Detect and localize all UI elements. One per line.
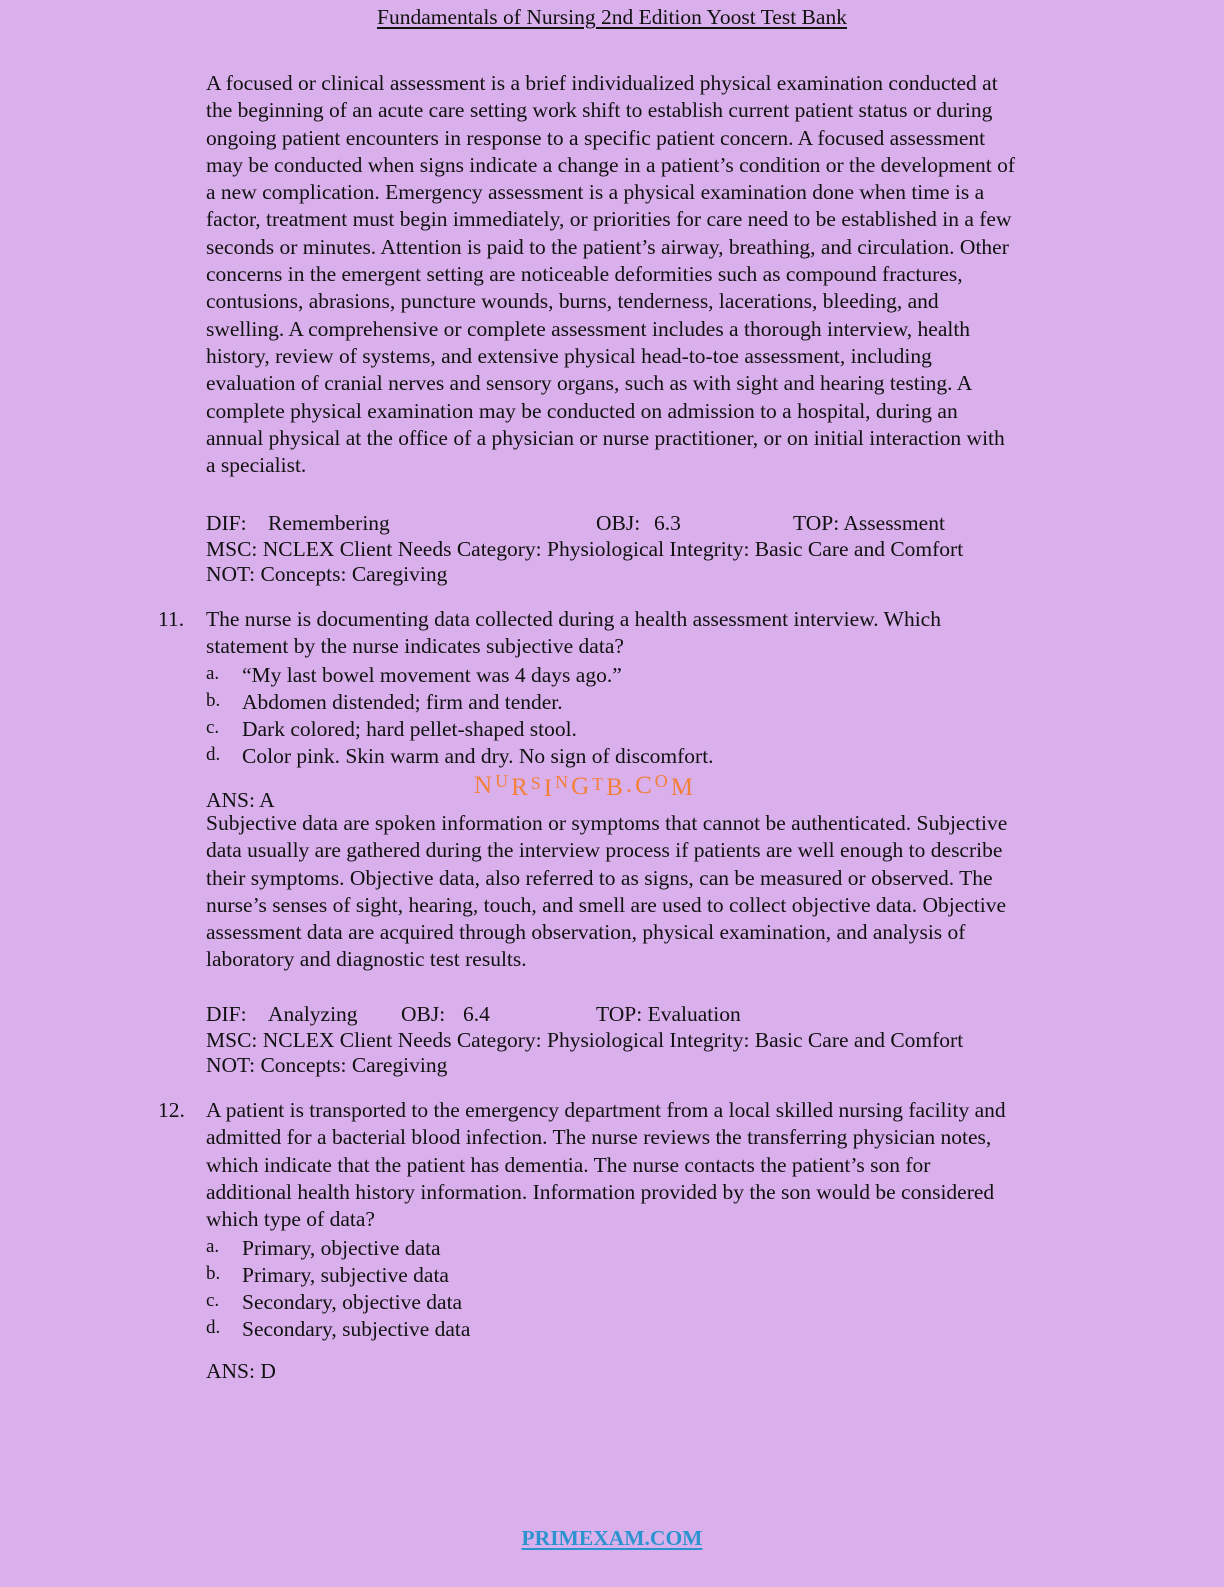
q11-stem bbox=[206, 606, 1114, 661]
q11-option-d bbox=[206, 743, 1106, 770]
dif-label: DIF: bbox=[206, 1002, 247, 1026]
option-letter: c. bbox=[206, 717, 220, 738]
q12-option-a bbox=[206, 1235, 1106, 1262]
watermark-letter: U bbox=[495, 771, 510, 791]
q11-option-c bbox=[206, 716, 1106, 743]
option-text: Abdomen distended; firm and tender. bbox=[242, 690, 563, 714]
rationale-line: ongoing patient encounters in response to a specific patient concern. A focused assessment bbox=[206, 125, 986, 150]
stem-line: statement by the nurse indicates subjective data? bbox=[206, 634, 624, 659]
watermark-letter: S bbox=[530, 773, 542, 793]
obj-label: OBJ: bbox=[401, 1002, 446, 1026]
q11-msc: MSC: NCLEX Client Needs Category: Physiological Integrity: Basic Care and Comfort bbox=[206, 1028, 964, 1052]
option-text: Color pink. Skin warm and dry. No sign of discomfort. bbox=[242, 744, 714, 768]
watermark-letter: N bbox=[474, 772, 494, 799]
option-text: Secondary, subjective data bbox=[242, 1317, 471, 1341]
q11-not: NOT: Concepts: Caregiving bbox=[206, 1053, 448, 1077]
rationale-line: assessment data are acquired through observation, physical examination, and analysis of bbox=[206, 920, 966, 945]
option-letter: a. bbox=[206, 663, 220, 684]
option-text: Primary, subjective data bbox=[242, 1263, 449, 1287]
q11-rationale bbox=[206, 810, 1114, 974]
rationale-line: their symptoms. Objective data, also referred to as signs, can be measured or observed. The bbox=[206, 865, 993, 890]
page-header-title: Fundamentals of Nursing 2nd Edition Yoost Test Bank bbox=[377, 5, 847, 29]
q12-option-d bbox=[206, 1316, 1106, 1343]
rationale-line: contusions, abrasions, puncture wounds, burns, tenderness, lacerations, bleeding, and bbox=[206, 289, 939, 314]
watermark-letter: N bbox=[555, 772, 570, 792]
q11-answer: ANS: A bbox=[206, 788, 275, 812]
rationale-line: factor, treatment must begin immediately, or priorities for care need to be established in a few bbox=[206, 207, 1012, 232]
stem-line: additional health history information. Information provided by the son would be considered bbox=[206, 1179, 995, 1204]
stem-line: which type of data? bbox=[206, 1207, 375, 1232]
rationale-line: Subjective data are spoken information or symptoms that cannot be authenticated. Subjective bbox=[206, 811, 1008, 835]
option-letter: d. bbox=[206, 744, 221, 765]
q12-answer: ANS: D bbox=[206, 1359, 276, 1383]
rationale-line: may be conducted when signs indicate a change in a patient’s condition or the development of bbox=[206, 152, 1015, 177]
rationale-line: seconds or minutes. Attention is paid to the patient’s airway, breathing, and circulation. Other bbox=[206, 234, 1009, 259]
stem-line: which indicate that the patient has dementia. The nurse contacts the patient’s son for bbox=[206, 1152, 931, 1177]
rationale-line: concerns in the emergent setting are noticeable deformities such as compound fractures, bbox=[206, 262, 963, 287]
obj-value: 6.4 bbox=[463, 1002, 490, 1026]
watermark-letter: B bbox=[606, 774, 624, 801]
watermark bbox=[474, 772, 696, 806]
topic: TOP: Evaluation bbox=[596, 1002, 741, 1026]
option-text: Secondary, objective data bbox=[242, 1290, 463, 1314]
watermark-letter: R bbox=[511, 774, 529, 801]
option-text: “My last bowel movement was 4 days ago.” bbox=[242, 663, 622, 687]
rationale-line: annual physical at the office of a physician or nurse practitioner, or on initial interaction with bbox=[206, 425, 1005, 450]
topic: TOP: Assessment bbox=[793, 511, 945, 535]
q11-meta-row bbox=[206, 1001, 1106, 1027]
rationale-line: laboratory and diagnostic test results. bbox=[206, 947, 527, 972]
obj-value: 6.3 bbox=[654, 511, 681, 535]
question-number: 12. bbox=[158, 1098, 185, 1122]
stem-line: The nurse is documenting data collected during a health assessment interview. Which bbox=[206, 607, 941, 631]
q10-meta-row bbox=[206, 510, 1106, 536]
option-letter: d. bbox=[206, 1317, 221, 1338]
rationale-line: a new complication. Emergency assessment is a physical examination done when time is a bbox=[206, 180, 985, 205]
option-text: Dark colored; hard pellet-shaped stool. bbox=[242, 717, 577, 741]
rationale-line: complete physical examination may be conducted on admission to a hospital, during an bbox=[206, 398, 958, 423]
option-letter: b. bbox=[206, 690, 221, 711]
rationale-line: swelling. A comprehensive or complete assessment includes a thorough interview, health bbox=[206, 316, 971, 341]
watermark-letter: O bbox=[654, 771, 669, 791]
watermark-letter: G bbox=[571, 773, 591, 800]
stem-line: A patient is transported to the emergency department from a local skilled nursing facility and bbox=[206, 1098, 1006, 1122]
q10-msc: MSC: NCLEX Client Needs Category: Physiological Integrity: Basic Care and Comfort bbox=[206, 537, 964, 561]
question-number: 11. bbox=[158, 607, 185, 631]
watermark-text bbox=[474, 772, 696, 801]
q10-not: NOT: Concepts: Caregiving bbox=[206, 562, 448, 586]
watermark-letter: T bbox=[592, 774, 605, 794]
rationale-line: data usually are gathered during the interview process if patients are well enough to describe bbox=[206, 838, 1003, 863]
dif-value: Analyzing bbox=[268, 1002, 358, 1026]
footer-site-link[interactable]: PRIMEXAM.COM bbox=[521, 1526, 703, 1550]
rationale-line: the beginning of an acute care setting work shift to establish current patient status or during bbox=[206, 98, 993, 123]
option-letter: b. bbox=[206, 1263, 221, 1284]
q11-option-b bbox=[206, 689, 1106, 716]
watermark-letter: M bbox=[670, 774, 695, 801]
rationale-line: A focused or clinical assessment is a brief individualized physical examination conducted at bbox=[206, 71, 998, 95]
dif-label: DIF: bbox=[206, 511, 247, 535]
q11-option-a bbox=[206, 662, 1106, 689]
watermark-letter: C bbox=[635, 772, 653, 799]
option-text: Primary, objective data bbox=[242, 1236, 441, 1260]
rationale-line: a specialist. bbox=[206, 453, 307, 478]
option-letter: a. bbox=[206, 1236, 220, 1257]
dif-value: Remembering bbox=[268, 511, 390, 535]
rationale-line: history, review of systems, and extensive physical head-to-toe assessment, including bbox=[206, 343, 932, 368]
stem-line: admitted for a bacterial blood infection. The nurse reviews the transferring physician notes, bbox=[206, 1125, 992, 1150]
q12-stem bbox=[206, 1097, 1114, 1233]
watermark-letter: . bbox=[625, 771, 634, 798]
obj-label: OBJ: bbox=[596, 511, 641, 535]
option-letter: c. bbox=[206, 1290, 220, 1311]
rationale-line: nurse’s senses of sight, hearing, touch, and smell are used to collect objective data. Objective bbox=[206, 892, 1007, 917]
q10-rationale bbox=[206, 70, 1114, 479]
watermark-letter: I bbox=[543, 775, 554, 802]
q12-option-c bbox=[206, 1289, 1106, 1316]
rationale-line: evaluation of cranial nerves and sensory organs, such as with sight and hearing testing. A bbox=[206, 371, 973, 396]
q12-option-b bbox=[206, 1262, 1106, 1289]
